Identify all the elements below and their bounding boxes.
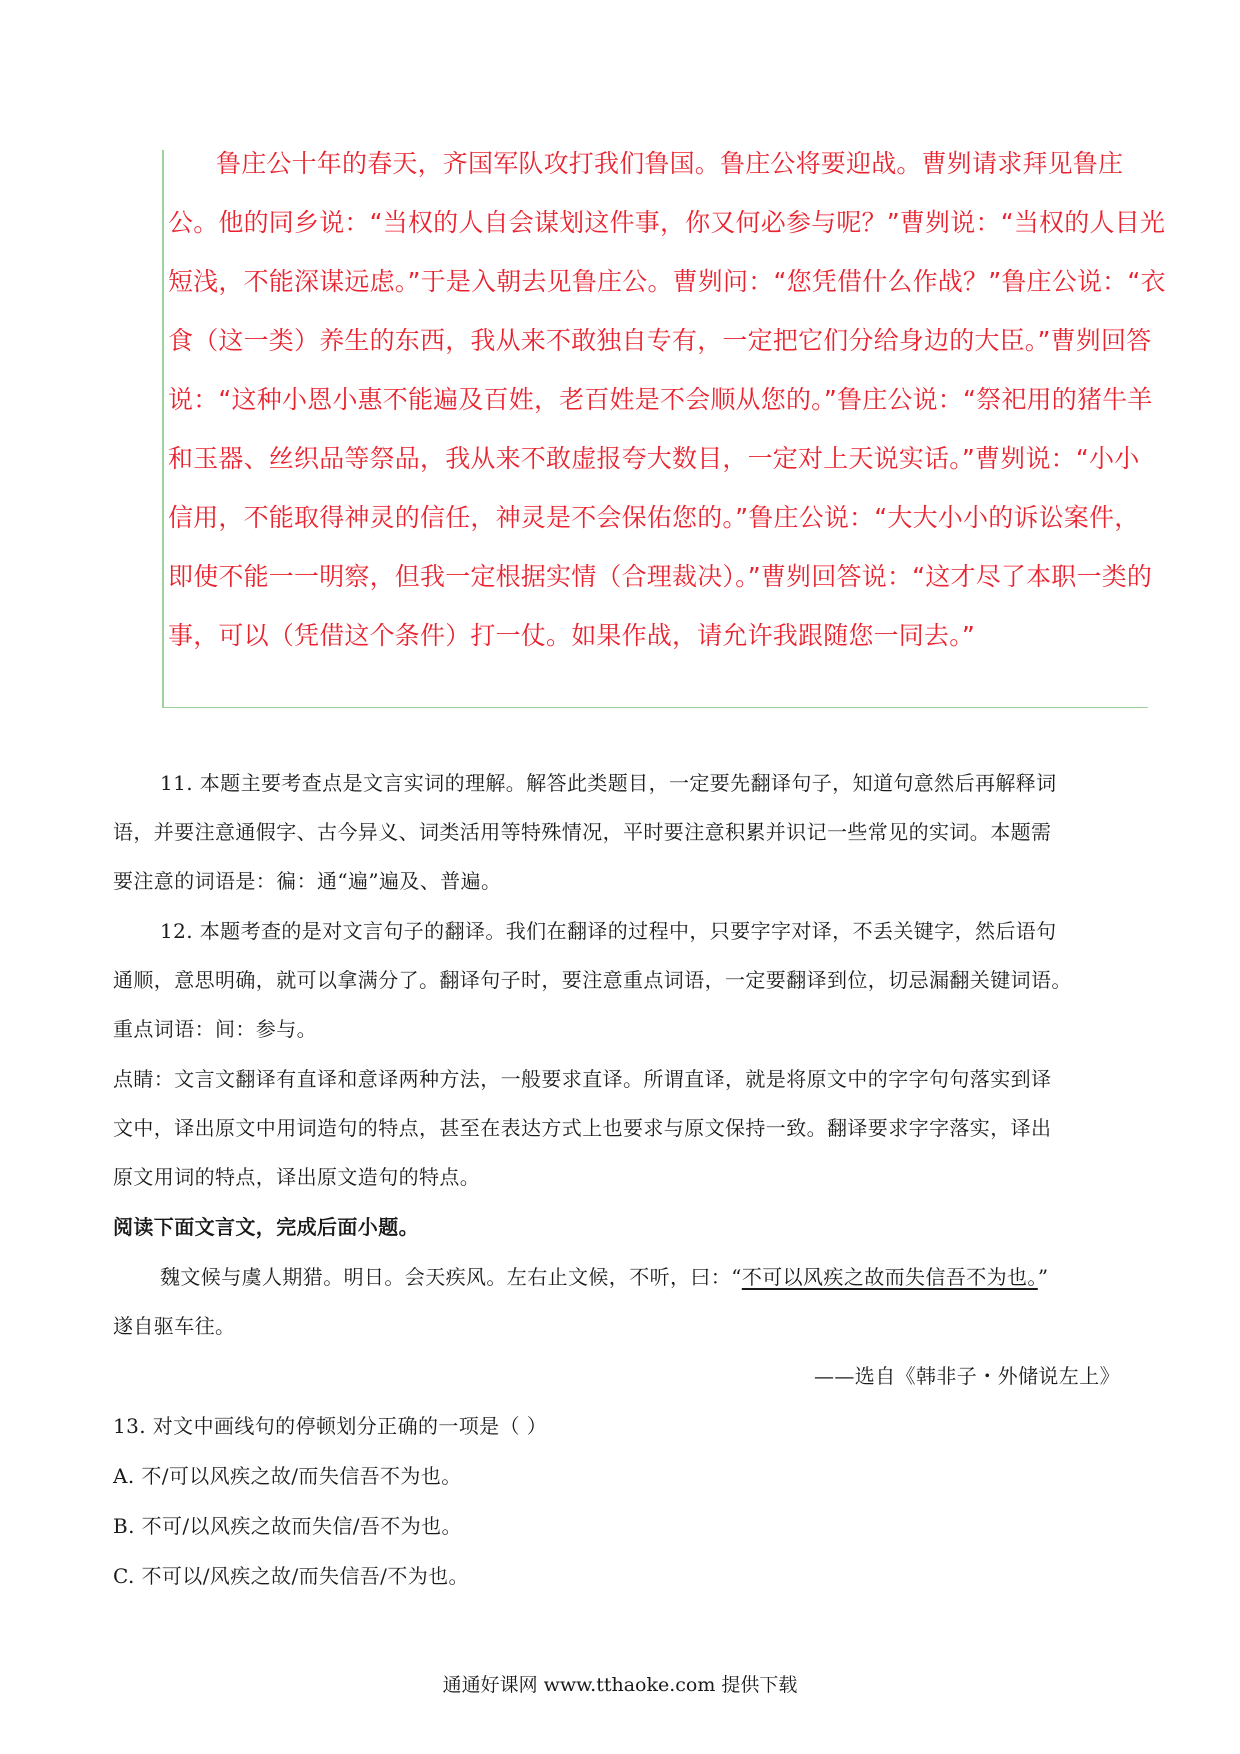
translation-line: 事，可以（凭借这个条件）打一仗。如果作战，请允许我跟随您一同去。” (168, 621, 976, 650)
tip-line: 文中，译出原文中用词造句的特点，甚至在表达方式上也要求与原文保持一致。翻译要求字字落实，译出 (113, 1116, 1052, 1140)
q11-line: 11. 本题主要考查点是文言实词的理解。解答此类题目，一定要先翻译句子，知道句意然后再解释词 (160, 771, 1057, 795)
tip-line: 点睛：文言文翻译有直译和意译两种方法，一般要求直译。所谓直译，就是将原文中的字字句句落实到译 (113, 1067, 1052, 1091)
page-footer: 通通好课网 www.tthaoke.com 提供下载 (442, 1674, 798, 1696)
translation-line: 和玉器、丝织品等祭品，我从来不敢虚报夸大数目，一定对上天说实话。”曹刿说：“小小 (168, 444, 1140, 473)
translation-box (162, 149, 1166, 708)
translation-line: 公。他的同乡说：“当权的人自会谋划这件事，你又何必参与呢？”曹刿说：“当权的人目光 (168, 208, 1166, 237)
translation-line: 鲁庄公十年的春天，齐国军队攻打我们鲁国。鲁庄公将要迎战。曹刿请求拜见鲁庄 (216, 149, 1124, 178)
q12-line: 通顺，意思明确，就可以拿满分了。翻译句子时，要注意重点词语，一定要翻译到位，切忌漏翻关键词语。 (113, 968, 1072, 992)
underlined-sentence: 不可以风疾之故而失信吾不为也。 (741, 1265, 1038, 1289)
translation-line: 即使不能一一明察，但我一定根据实情（合理裁决）。”曹刿回答说：“这才尽了本职一类的 (168, 562, 1153, 591)
reading-heading: 阅读下面文言文，完成后面小题。 (113, 1215, 419, 1239)
passage-line: 遂自驱车往。 (113, 1314, 236, 1338)
passage-line (160, 1261, 1048, 1290)
translation-line: 食（这一类）养生的东西，我从来不敢独自专有，一定把它们分给身边的大臣。”曹刿回答 (168, 326, 1152, 355)
q11-line: 语，并要注意通假字、古今异义、词类活用等特殊情况，平时要注意积累并识记一些常见的实词。本题需 (113, 820, 1052, 844)
q12-line: 12. 本题考查的是对文言句子的翻译。我们在翻译的过程中，只要字字对译，不丢关键字，然后语句 (160, 919, 1057, 943)
passage-text: 魏文候与虞人期猎。明日。会天疾风。左右止文候，不听，曰：“ (160, 1265, 742, 1289)
translation-line: 说：“这种小恩小惠不能遍及百姓，老百姓是不会顺从您的。”鲁庄公说：“祭祀用的猪牛羊 (168, 385, 1153, 414)
passage-source: ——选自《韩非子・外储说左上》 (814, 1364, 1120, 1388)
translation-line: 短浅，不能深谋远虑。”于是入朝去见鲁庄公。曹刿问：“您凭借什么作战？”鲁庄公说：“衣 (168, 267, 1166, 296)
tip-line: 原文用词的特点，译出原文造句的特点。 (113, 1165, 481, 1189)
translation-line: 信用，不能取得神灵的信任，神灵是不会保佑您的。”鲁庄公说：“大大小小的诉讼案件， (168, 503, 1140, 532)
q13-option-b: B. 不可/以风疾之故而失信/吾不为也。 (113, 1514, 462, 1538)
q13-stem: 13. 对文中画线句的停顿划分正确的一项是（ ） (113, 1414, 548, 1438)
passage-quote-close: ” (1037, 1265, 1049, 1289)
q13-option-a: A. 不/可以风疾之故/而失信吾不为也。 (113, 1464, 462, 1488)
q11-line: 要注意的词语是：徧：通“遍”遍及、普遍。 (113, 869, 502, 893)
q13-option-c: C. 不可以/风疾之故/而失信吾/不为也。 (113, 1564, 469, 1588)
q12-line: 重点词语：间：参与。 (113, 1017, 317, 1041)
